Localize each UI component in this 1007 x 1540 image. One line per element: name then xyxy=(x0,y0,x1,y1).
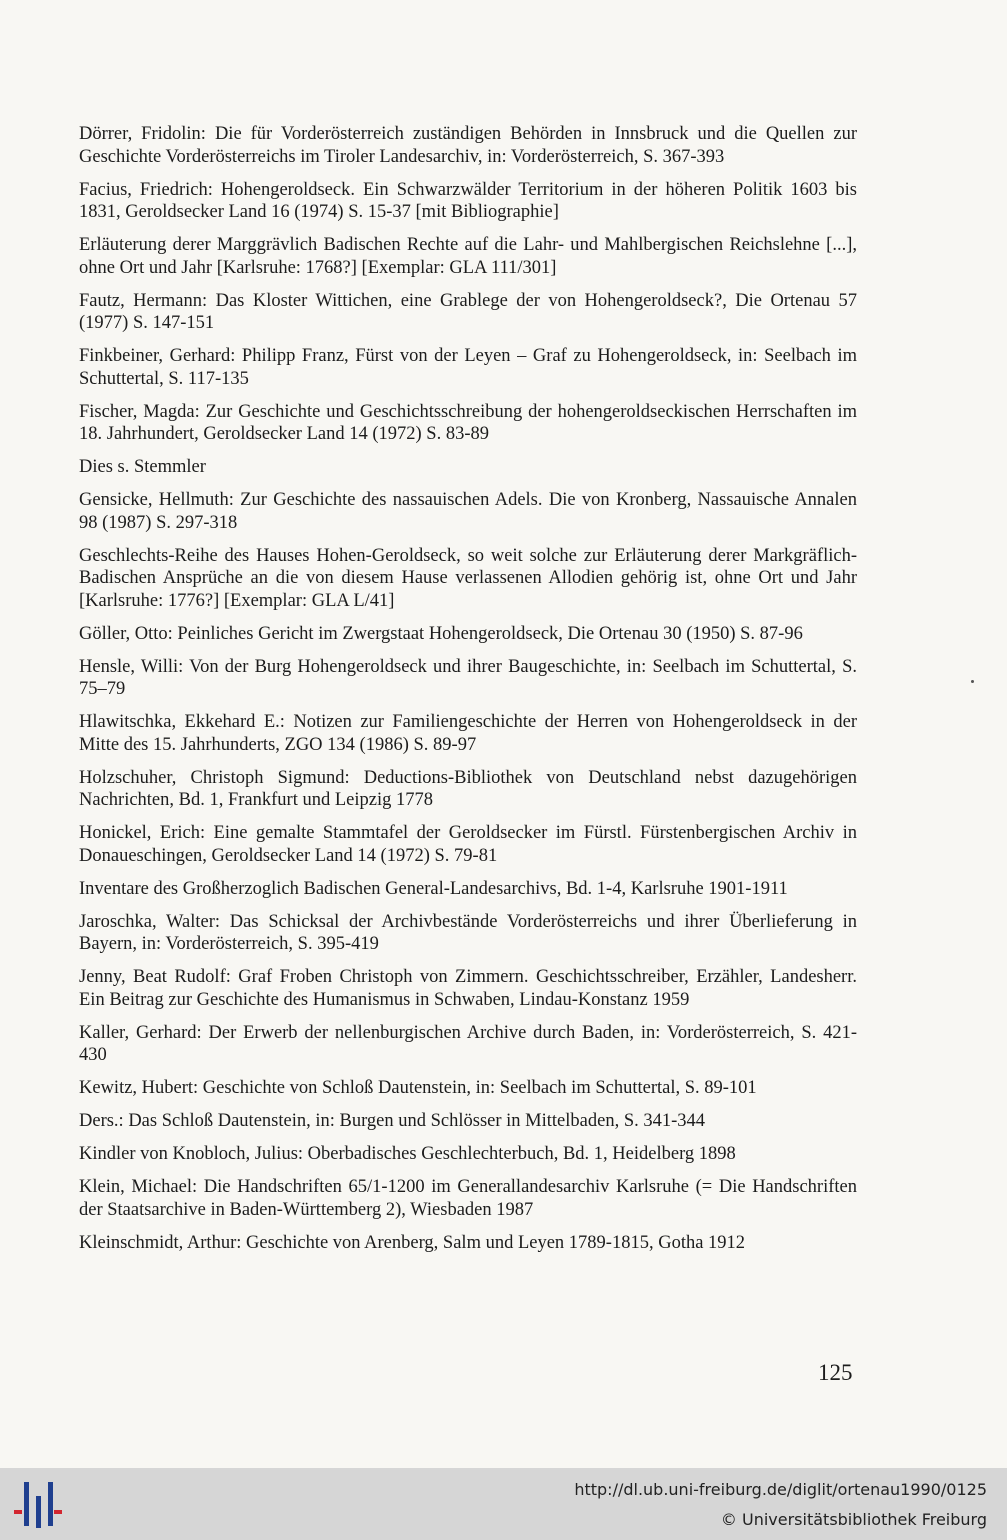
bibliography-entry: Kindler von Knobloch, Julius: Oberbadisches Geschlechterbuch, Bd. 1, Heidelberg 1898 xyxy=(79,1144,736,1164)
bibliography-entry: Kleinschmidt, Arthur: Geschichte von Arenberg, Salm und Leyen 1789-1815, Gotha 1912 xyxy=(79,1232,746,1253)
bibliography-entry: Honickel, Erich: Eine gemalte Stammtafel der Geroldsecker im Fürstl. Fürstenbergischen Archiv in Donaueschingen, Geroldsecker Land 14 (1972) S. 79-81 xyxy=(79,823,857,866)
bibliography-entry: Holzschuher, Christoph Sigmund: Deductions-Bibliothek von Deutschland nebst dazugehörigen Nachrichten, Bd. 1, Frankfurt und Leipzig 1778 xyxy=(79,767,857,810)
bibliography-entry: Erläuterung derer Marggrävlich Badischen Rechte auf die Lahr- und Mahlbergischen Reichslehne [...], ohne Ort und Jahr [Karlsruhe: 1768?] [Exemplar: GLA 111/301] xyxy=(79,235,857,278)
bibliography-entry: Fischer, Magda: Zur Geschichte und Geschichtsschreibung der hohengeroldseckischen Herrschaften im 18. Jahrhundert, Geroldsecker Land 14 (1972) S. 83-89 xyxy=(79,401,857,444)
bibliography-entry: Hlawitschka, Ekkehard E.: Notizen zur Familiengeschichte der Herren von Hohengeroldseck in der Mitte des 15. Jahrhunderts, ZGO 134 (1986) S. 89-97 xyxy=(79,712,857,755)
bibliography-entry: Fautz, Hermann: Das Kloster Wittichen, eine Grablege der von Hohengeroldseck?, Die Ortenau 57 (1977) S. 147-151 xyxy=(79,290,857,333)
bibliography-list xyxy=(79,123,857,1265)
bibliography-entry: Kewitz, Hubert: Geschichte von Schloß Dautenstein, in: Seelbach im Schuttertal, S. 89-101 xyxy=(79,1078,757,1098)
bibliography-entry: Jenny, Beat Rudolf: Graf Froben Christoph von Zimmern. Geschichtsschreiber, Erzähler, Landesherr. Ein Beitrag zur Geschichte des Humanismus in Schwaben, Lindau-Konstanz 1959 xyxy=(79,967,857,1010)
copyright-notice: © Universitätsbibliothek Freiburg xyxy=(720,1510,987,1529)
bibliography-entry: Göller, Otto: Peinliches Gericht im Zwergstaat Hohengeroldseck, Die Ortenau 30 (1950) S. 87-96 xyxy=(79,623,803,644)
bibliography-entry: Jaroschka, Walter: Das Schicksal der Archivbestände Vorderösterreichs und ihrer Überlieferung in Bayern, in: Vorderösterreich, S. 395-419 xyxy=(79,911,857,954)
bibliography-entry: Dies s. Stemmler xyxy=(79,457,206,477)
bibliography-entry: Hensle, Willi: Von der Burg Hohengeroldseck und ihrer Baugeschichte, in: Seelbach im Schuttertal, S. 75–79 xyxy=(79,656,857,699)
bibliography-entry: Kaller, Gerhard: Der Erwerb der nellenburgischen Archive durch Baden, in: Vorderösterreich, S. 421-430 xyxy=(79,1022,857,1065)
bibliography-entry: Facius, Friedrich: Hohengeroldseck. Ein Schwarzwälder Territorium in der höheren Politik 1603 bis 1831, Geroldsecker Land 16 (1974) S. 15-37 [mit Bibliographie] xyxy=(79,179,857,222)
bibliography-entry: Gensicke, Hellmuth: Zur Geschichte des nassauischen Adels. Die von Kronberg, Nassauische Annalen 98 (1987) S. 297-318 xyxy=(79,490,857,533)
bibliography-entry: Klein, Michael: Die Handschriften 65/1-1200 im Generallandesarchiv Karlsruhe (= Die Handschriften der Staatsarchive in Baden-Württemberg 2), Wiesbaden 1987 xyxy=(79,1177,857,1220)
bibliography-entry: Geschlechts-Reihe des Hauses Hohen-Geroldseck, so weit solche zur Erläuterung derer Markgräflich-Badischen Ansprüche an die von diesem Hause verlassenen Allodien gehörig ist, ohne Ort und Jahr [Karlsruhe: 1776?] [Exemplar: GLA L/41] xyxy=(79,545,857,611)
bibliography-entry: Finkbeiner, Gerhard: Philipp Franz, Fürst von der Leyen – Graf zu Hohengeroldseck, in: Seelbach im Schuttertal, S. 117-135 xyxy=(79,346,857,389)
footer-bar xyxy=(0,1468,1007,1540)
bibliography-entry: Inventare des Großherzoglich Badischen General-Landesarchivs, Bd. 1-4, Karlsruhe 1901-1911 xyxy=(79,878,788,899)
permalink-url[interactable]: http://dl.ub.uni-freiburg.de/diglit/ortenau1990/0125 xyxy=(574,1480,987,1499)
bibliography-entry: Ders.: Das Schloß Dautenstein, in: Burgen und Schlösser in Mittelbaden, S. 341-344 xyxy=(79,1111,706,1131)
bibliography-entry: Dörrer, Fridolin: Die für Vorderösterreich zuständigen Behörden in Innsbruck und die Quellen zur Geschichte Vorderösterreichs im Tiroler Landesarchiv, in: Vorderösterreich, S. 367-393 xyxy=(79,124,857,167)
scan-speck xyxy=(971,680,974,683)
page-number: 125 xyxy=(818,1360,853,1385)
ub-freiburg-logo-icon[interactable] xyxy=(10,1476,70,1532)
